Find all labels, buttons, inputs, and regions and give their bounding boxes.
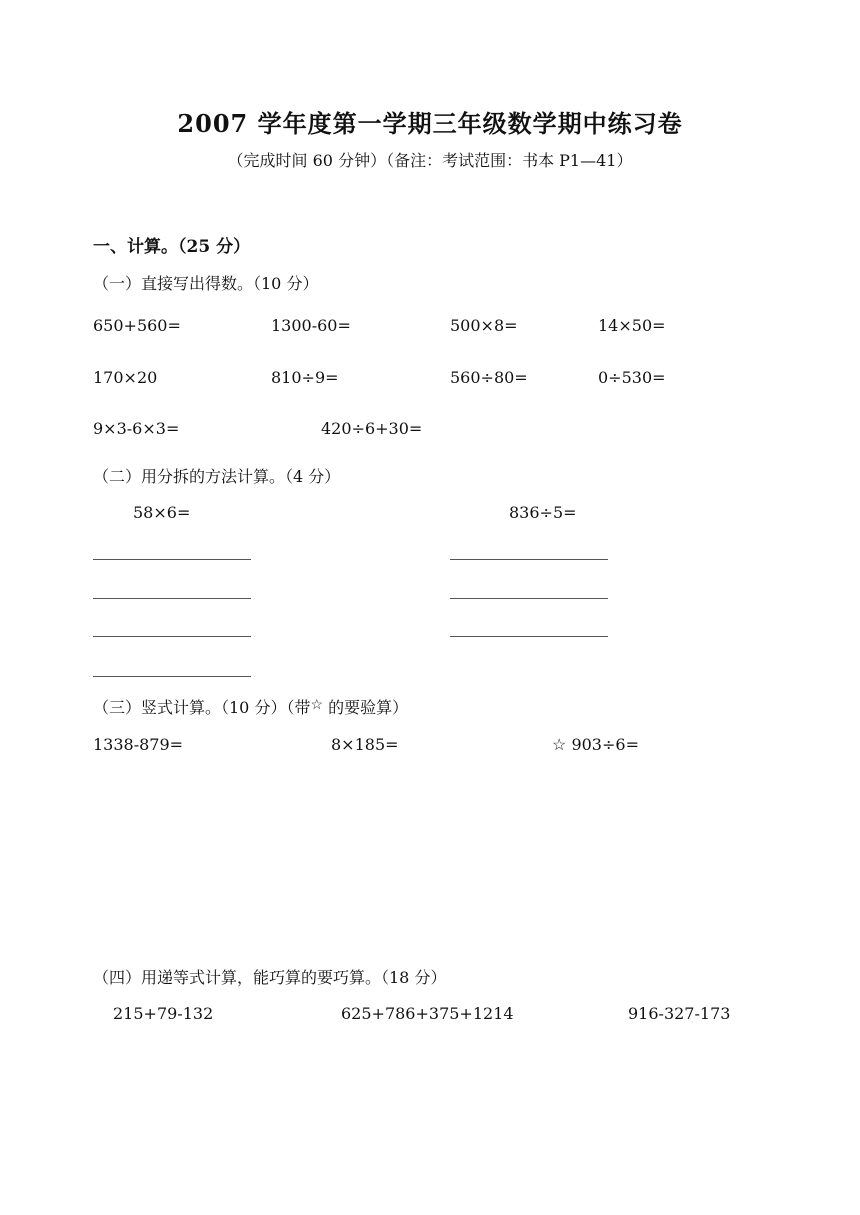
star-icon: ☆ [310, 697, 324, 713]
problem-item: 625+786+375+1214 [341, 1004, 514, 1023]
problem-item: 836÷5= [509, 503, 577, 522]
answer-line [93, 559, 251, 560]
part1-heading: （一）直接写出得数。（10 分） [93, 274, 319, 293]
part3-heading-text: （三）竖式计算。（10 分）（带 [93, 698, 311, 717]
problem-item: 560÷80= [450, 368, 528, 387]
problem-item: 916-327-173 [628, 1004, 731, 1023]
problem-item: 14×50= [598, 316, 666, 335]
problem-text: 903÷6= [571, 735, 639, 754]
answer-line [93, 676, 251, 677]
problem-item: 1300-60= [271, 316, 351, 335]
problem-item: 8×185= [331, 735, 399, 754]
part3-heading-text: 的要验算） [328, 698, 409, 717]
section1-heading: 一、计算。（25 分） [93, 237, 251, 257]
problem-item-starred [552, 735, 639, 754]
problem-item: 500×8= [450, 316, 518, 335]
star-icon: ☆ [552, 735, 567, 754]
part4-heading: （四）用递等式计算，能巧算的要巧算。（18 分） [93, 968, 447, 987]
problem-item: 420÷6+30= [321, 419, 423, 438]
problem-item: 810÷9= [271, 368, 339, 387]
problem-item: 170×20 [93, 368, 158, 387]
problem-item: 0÷530= [598, 368, 666, 387]
problem-item: 215+79-132 [113, 1004, 214, 1023]
problem-item: 58×6= [133, 503, 191, 522]
problem-item: 9×3-6×3= [93, 419, 180, 438]
page-subtitle: （完成时间 60 分钟）（备注：考试范围：书本 P1—41） [227, 151, 633, 170]
answer-line [450, 559, 608, 560]
part2-heading: （二）用分拆的方法计算。（4 分） [93, 467, 341, 486]
problem-item: 1338-879= [93, 735, 184, 754]
answer-line [450, 598, 608, 599]
answer-line [93, 598, 251, 599]
problem-item: 650+560= [93, 316, 181, 335]
answer-line [93, 636, 251, 637]
answer-line [450, 636, 608, 637]
part3-heading [93, 695, 408, 718]
page-title: 2007 学年度第一学期三年级数学期中练习卷 [177, 109, 683, 138]
